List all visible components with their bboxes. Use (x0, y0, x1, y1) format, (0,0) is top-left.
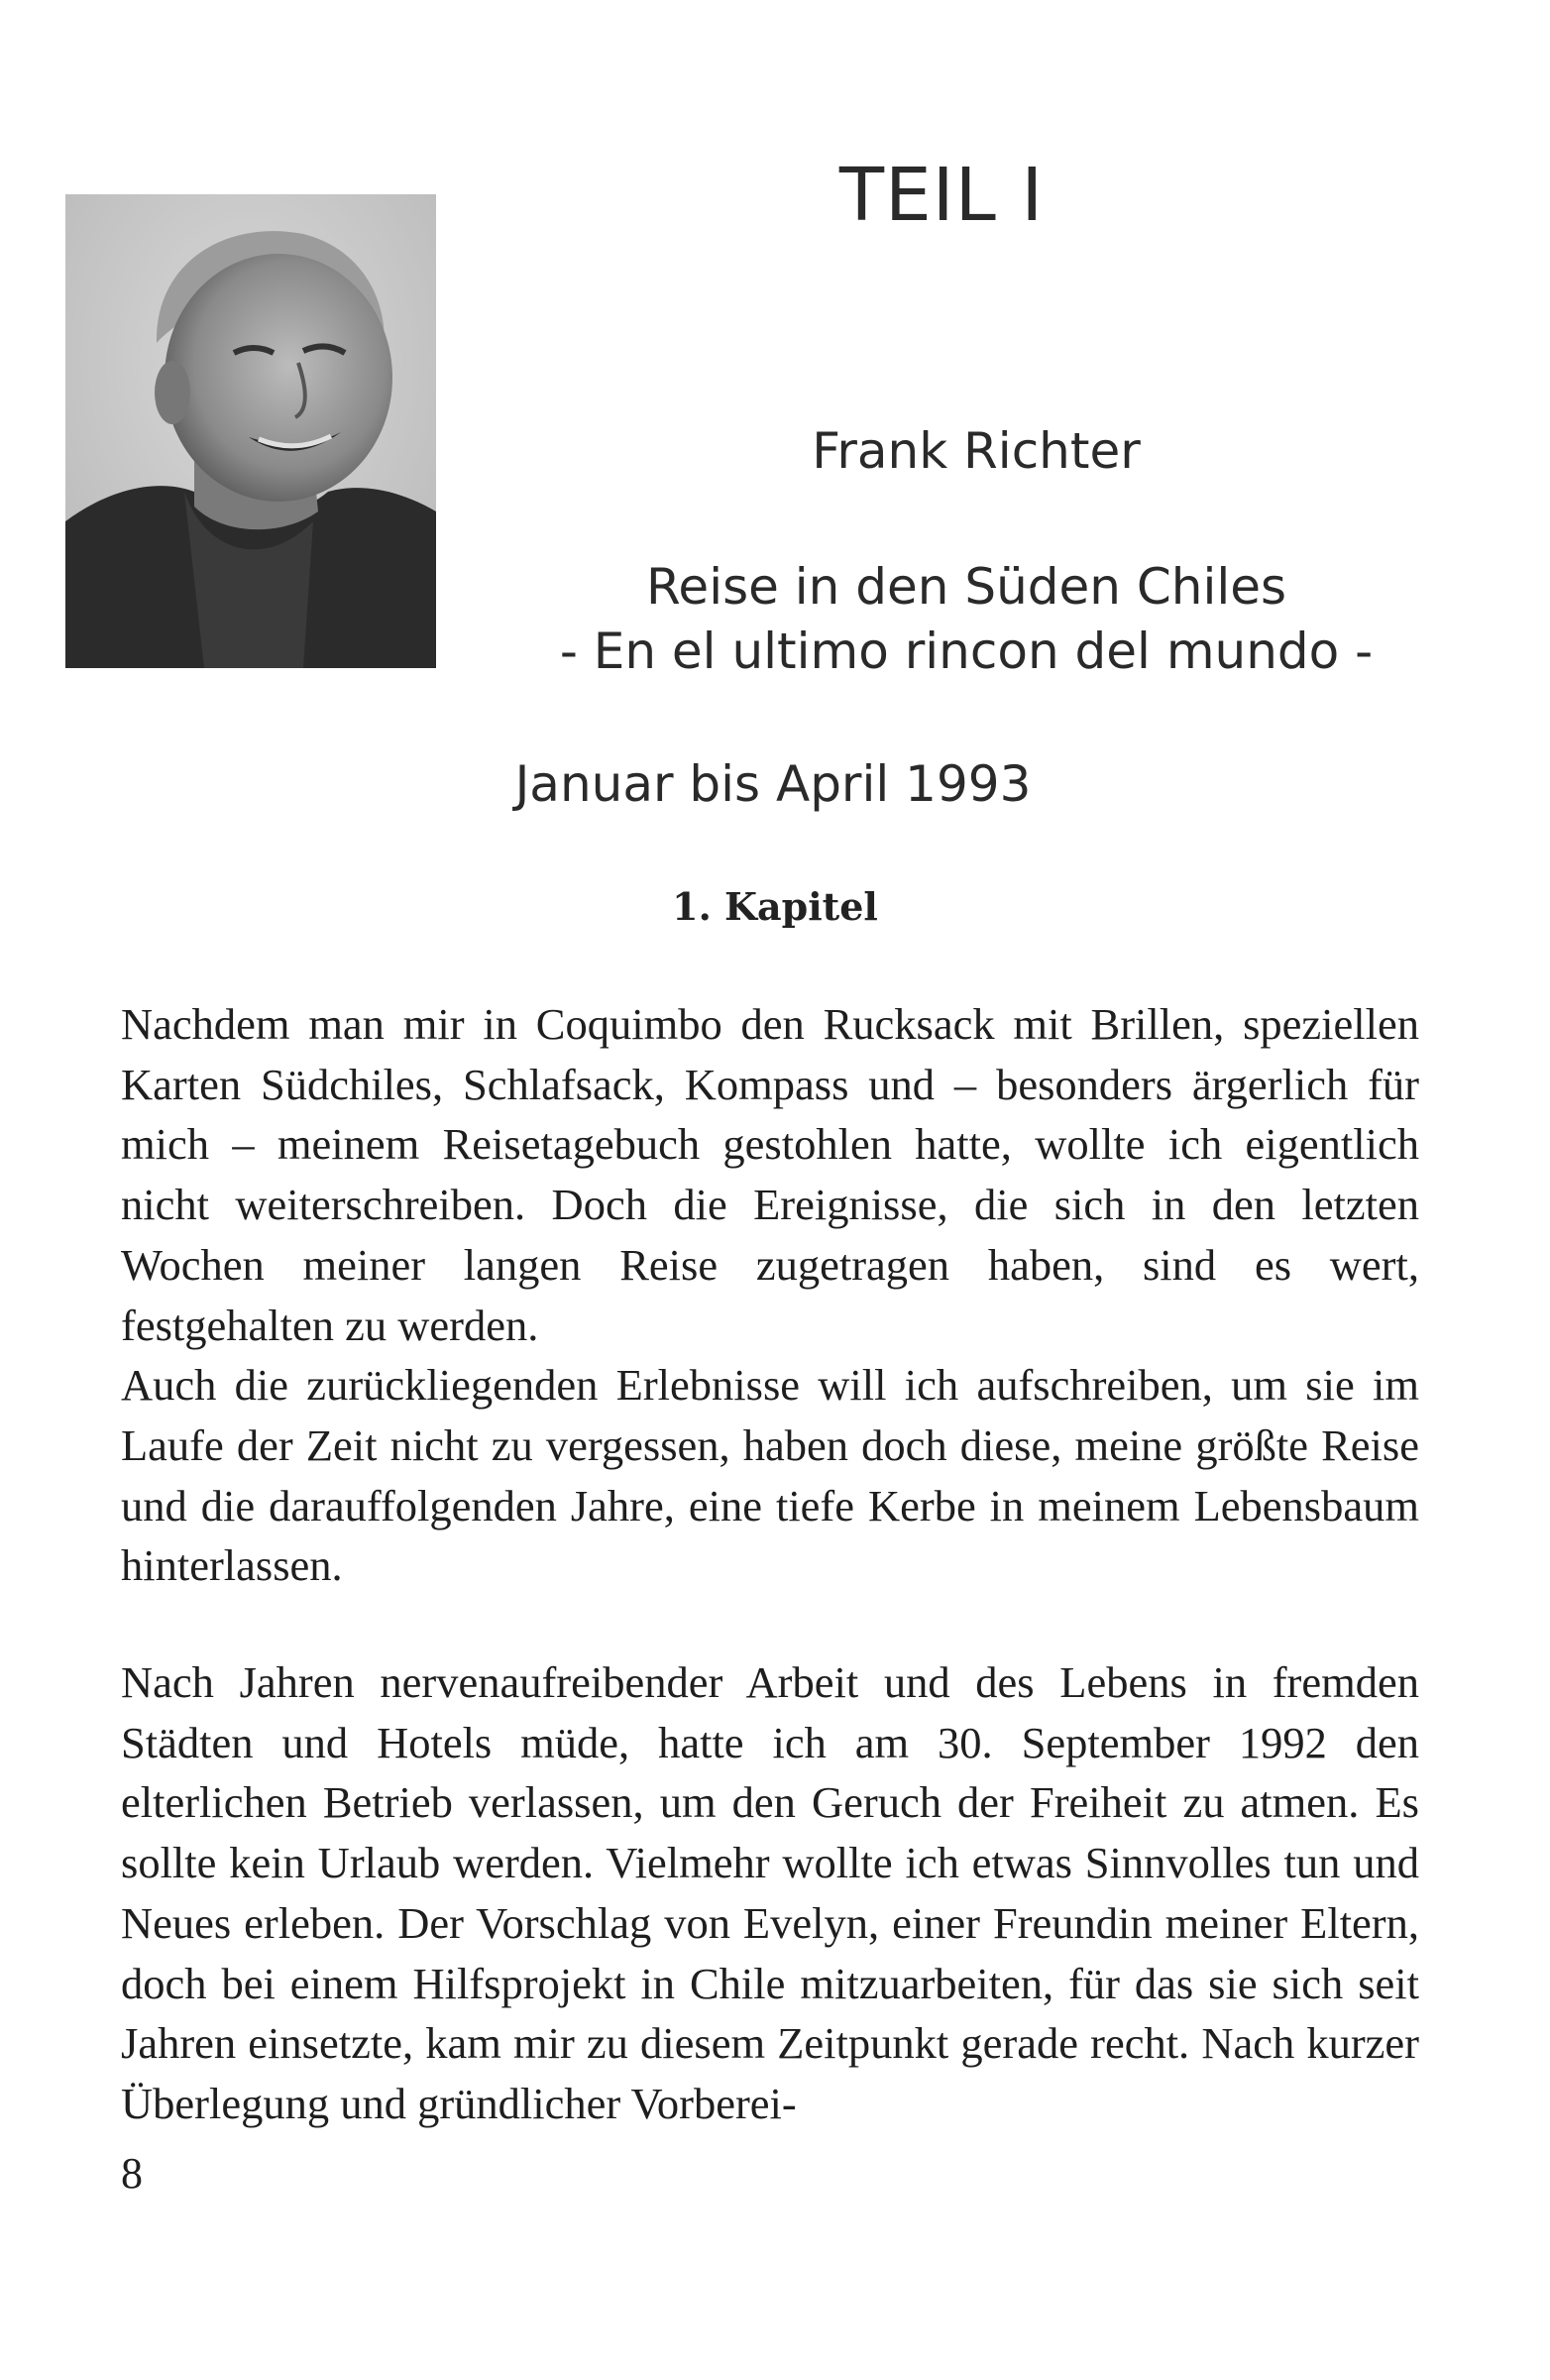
paragraph-3: Nach Jahren nervenaufreibender Arbeit und des Lebens in fremden Städten und Hotels müde, hatte ich am 30. September 1992 den elterlichen Betrieb verlassen, um den Geruch der Freiheit zu atmen. Es sollte kein Urlaub werden. Vielmehr wollte ich etwas Sinnvolles tun und Neues erleben. Der Vorschlag von Evelyn, einer Freundin meiner Eltern, doch bei einem Hilfsprojekt in Chile mitzuarbeiten, für das sie sich seit Jahren einsetzte, kam mir zu diesem Zeitpunkt gerade recht. Nach kurzer Überlegung und gründlicher Vorberei- (121, 1657, 1419, 2128)
paragraph-2: Auch die zurückliegenden Erlebnisse will ich aufschreiben, um sie im Laufe der Zeit nicht zu vergessen, haben doch diese, meine größte Reise und die darauffolgenden Jahre, eine tiefe Kerbe in meinem Lebensbaum hinterlassen. (121, 1360, 1419, 1591)
chapter-heading: 1. Kapitel (672, 884, 878, 929)
body-text-block-1 (121, 994, 1419, 1596)
body-text-block-2 (121, 1652, 1419, 2134)
page-number: 8 (121, 2149, 143, 2198)
author-portrait-photo (65, 194, 436, 668)
author-name: Frank Richter (812, 422, 1141, 480)
part-title: TEIL I (838, 153, 1045, 238)
book-title (466, 555, 1467, 684)
paragraph-1: Nachdem man mir in Coquimbo den Rucksack mit Brillen, speziellen Karten Südchiles, Schlafsack, Kompass und – besonders ärgerlich für mich – meinem Reisetagebuch gestohlen hatte, wollte ich eigentlich nicht weiterschreiben. Doch die Ereignisse, die sich in den letzten Wochen meiner langen Reise zugetragen haben, sind es wert, festgehalten zu werden. (121, 999, 1419, 1350)
book-subtitle-line-2: - En el ultimo rincon del mundo - (559, 623, 1374, 680)
portrait-image (65, 194, 436, 668)
book-title-line-1: Reise in den Süden Chiles (645, 558, 1287, 616)
travel-dates: Januar bis April 1993 (514, 755, 1032, 813)
